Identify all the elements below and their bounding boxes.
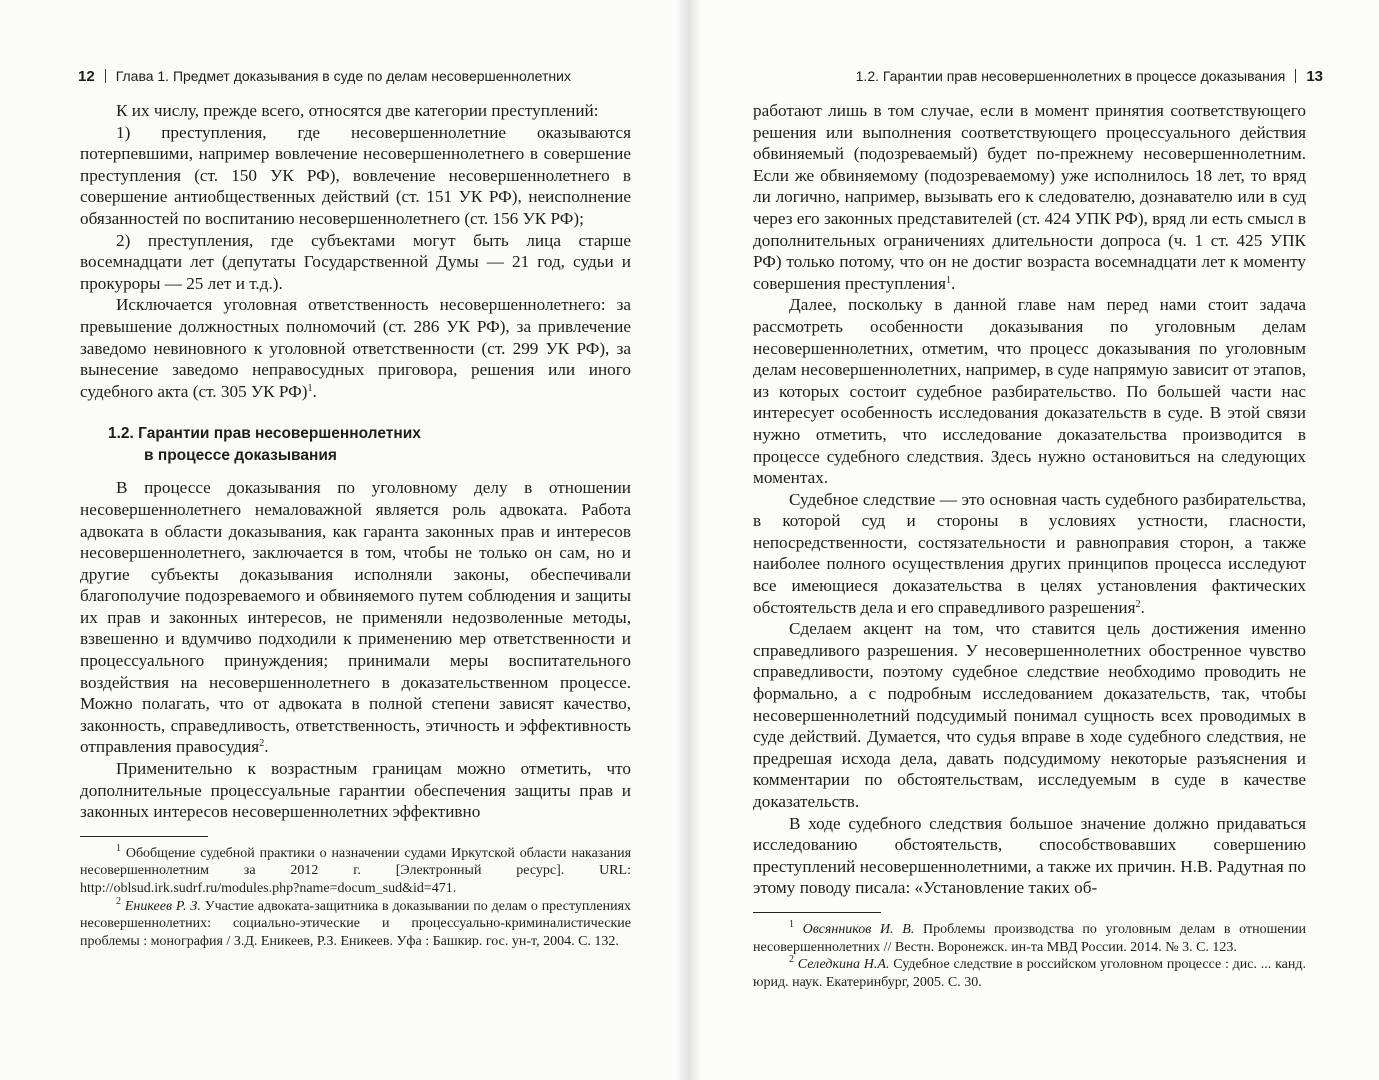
footnote bbox=[753, 918, 1307, 956]
paragraph: Судебное следствие — это основная часть судебного разбирательства, в которой суд и стороны в условиях устности, гласности, непосредственности, состязательности и равноправия сторон, а также наиболее полного осуществления других принципов процесса исследуют все имеющиеся доказательства в целях установления фактических обстоятельств дела и его справедливого разрешения$^2$. bbox=[753, 489, 1306, 617]
paragraph: Исключается уголовная ответственность несовершеннолетнего: за превышение должностных полномочий (ст. 286 УК РФ), за привлечение заведомо невиновного к уголовной ответственности (ст. 299 УК РФ), за вынесение заведомо неправосудных приговора, решения или иного судебного акта (ст. 305 УК РФ)$^1$. bbox=[80, 295, 631, 401]
paragraph-text: Судебное следствие — это основная часть судебного разбирательства, в которой суд и стороны в условиях устности, гласности, непосредственности, состязательности и равноправия сторон, а также наиболее полного осуществления других принципов процесса исследуют все имеющиеся доказательства в целях установления фактических обстоятельств дела и его справедливого разрешения bbox=[753, 489, 1306, 617]
page-number: 13 bbox=[1306, 68, 1323, 85]
footnote-ref: 1 bbox=[945, 274, 951, 286]
footnote-text: Судебное следствие в российском уголовном процессе : дис. ... канд. юрид. наук. Екатеринбург, 2005. С. 30. bbox=[753, 957, 1306, 990]
footnote-ref: 1 bbox=[307, 382, 313, 394]
paragraph: К их числу, прежде всего, относятся две категории преступлений: bbox=[116, 101, 599, 120]
book-gutter-shadow bbox=[676, 0, 702, 1080]
footnote-rule bbox=[80, 836, 208, 837]
paragraph: Применительно к возрастным границам можно отметить, что дополнительные процессуальные гарантии обеспечения защиты прав и законных интересов несовершеннолетних эффективно bbox=[80, 759, 631, 822]
running-head-left bbox=[78, 66, 571, 87]
section-heading bbox=[108, 423, 631, 467]
paragraph-text: В процессе доказывания по уголовному делу в отношении несовершеннолетнего немаловажной является роль адвоката. Работа адвоката в области доказывания, как гаранта законных прав и интересов несовершеннолетнего, заключается в том, чтобы не только он сам, но и другие субъекты доказывания исполняли законы, обеспечивали благополучие подозреваемого и обвиняемого путем соблюдения и защиты их прав и законных интересов, не применяли недозволенные методы, взвешенно и вдумчиво подходили к применению мер ответственности и процессуального принуждения; принимали меры воспитательного воздействия на несовершеннолетнего в доказательственном процессе. Можно полагать, что от адвоката в полной степени зависят качество, законность, справедливость, ответственность, этичность и эффективность отправления правосудия bbox=[80, 478, 631, 757]
header-separator bbox=[105, 69, 106, 83]
section-heading-line2: в процессе доказывания bbox=[144, 447, 337, 465]
paragraph: Сделаем акцент на том, что ставится цель достижения именно справедливого разрешения. У несовершеннолетних обостренное чувство справедливости, поэтому судебное следствие необходимо проводить не формально, а с подробным исследованием доказательств, так, чтобы несовершеннолетний подсудимый понимал сущность всех проводимых в суде действий. Думается, что судья вправе в ходе судебного следствия, не предрешая исхода дела, давать подсудимому некоторые разъяснения и комментарии по обстоятельствам, исследуемым в суде в качестве доказательств. bbox=[753, 619, 1306, 811]
page-number: 12 bbox=[78, 68, 95, 85]
paragraph-text: работают лишь в том случае, если в момент принятия соответствующего решения или выполнения соответствующего процессуального действия обвиняемый (подозреваемый) будет по-прежнему несовершеннолетним. Если же обвиняемому (подозреваемому) уже исполнилось 18 лет, то вряд ли логично, например, вызывать его к следователю, дознавателю или в суд через его законных представителей (ст. 424 УПК РФ), вряд ли есть смысл в дополнительных ограничениях длительности допроса (ч. 1 ст. 425 УПК РФ) только потому, что он не достиг возраста восемнадцати лет к моменту совершения преступления bbox=[753, 101, 1306, 293]
paragraph: 2) преступления, где субъектами могут быть лица старше восемнадцати лет (депутаты Государственной Думы — 21 год, судьи и прокуроры — 25 лет и т.д.). bbox=[80, 230, 631, 293]
footnote-number: 2 bbox=[116, 895, 121, 907]
right-page bbox=[689, 0, 1379, 1080]
footnote-author: Овсянников И. В. bbox=[802, 921, 915, 937]
paragraph: В процессе доказывания по уголовному делу в отношении несовершеннолетнего немаловажной является роль адвоката. Работа адвоката в области доказывания, как гаранта законных прав и интересов несовершеннолетнего, заключается в том, чтобы не только он сам, но и другие субъекты доказывания исполняли законы, обеспечивали благополучие подозреваемого и обвиняемого путем соблюдения и защиты их прав и законных интересов, не применяли недозволенные методы, взвешенно и вдумчиво подходили к применению мер ответственности и процессуального принуждения; принимали меры воспитательного воздействия на несовершеннолетнего в доказательственном процессе. Можно полагать, что от адвоката в полной степени зависят качество, законность, справедливость, ответственность, этичность и эффективность отправления правосудия$^2$. bbox=[80, 478, 631, 757]
section-heading-line1: 1.2. Гарантии прав несовершеннолетних bbox=[108, 425, 421, 443]
footnote-author: Еникеев Р. З. bbox=[124, 898, 201, 914]
footnote-number: 1 bbox=[116, 842, 121, 854]
footnote-ref: 2 bbox=[259, 738, 265, 750]
footnote-text: Участие адвоката-защитника в доказывании по делам о преступлениях несовершеннолетних: социально-этические и процессуально-криминалистические проблемы : монография / З.Д. Еникеев, Р.З. Еникеев. Уфа : Башкир. гос. ун-т, 2004. С. 132. bbox=[80, 898, 632, 949]
footnote-text: Проблемы производства по уголовным делам в отношении несовершеннолетних // Вестн. Воронежск. ин-та МВД России. 2014. № 3. С. 123. bbox=[753, 921, 1307, 955]
footnote bbox=[753, 956, 1306, 991]
footnote-author: Селедкина Н.А. bbox=[797, 957, 890, 973]
footnote bbox=[80, 842, 632, 898]
section-title: 1.2. Гарантии прав несовершеннолетних в процессе доказывания bbox=[855, 68, 1286, 84]
header-separator bbox=[1295, 69, 1296, 83]
paragraph: В ходе судебного следствия большое значение должно придаваться исследованию обстоятельств, способствовавших совершению преступлений несовершеннолетними, а также их причин. Н.В. Радутная по этому поводу писала: «Установление таких об- bbox=[753, 813, 1306, 898]
paragraph: Далее, поскольку в данной главе нам перед нами стоит задача рассмотреть особенности доказывания по уголовным делам несовершеннолетних, отметим, что процесс доказывания по уголовным делам несовершеннолетних, например, в суде напрямую зависит от этапов, из которых состоит судебное разбирательство. По большей части нас интересует особенность исследования доказательств в суде. В этой связи нужно отметить, что исследование доказательства производится в процессе судебного следствия. Здесь нужно остановиться на следующих моментах. bbox=[753, 295, 1306, 488]
footnote-ref: 2 bbox=[1135, 598, 1141, 610]
left-page bbox=[0, 0, 689, 1080]
footnote-rule bbox=[753, 912, 881, 913]
footnote-number: 2 bbox=[789, 954, 794, 966]
footnote-text: Обобщение судебной практики о назначении судами Иркутской области наказания несовершеннолетним за 2012 г. [Электронный ресурс]. URL: http://oblsud.irk.sudrf.ru/modules.php?name=docum_sud&id=471. bbox=[80, 845, 632, 896]
paragraph: 1) преступления, где несовершеннолетние оказываются потерпевшими, например вовлечение несовершеннолетнего в совершение преступления (ст. 150 УК РФ), вовлечение несовершеннолетнего в совершение антиобщественных действий (ст. 151 УК РФ), неисполнение обязанностей по воспитанию несовершеннолетнего (ст. 156 УК РФ); bbox=[80, 122, 631, 228]
paragraph: работают лишь в том случае, если в момент принятия соответствующего решения или выполнения соответствующего процессуального действия обвиняемый (подозреваемый) будет по-прежнему несовершеннолетним. Если же обвиняемому (подозреваемому) уже исполнилось 18 лет, то вряд ли логично, например, вызывать его к следователю, дознавателю или в суд через его законных представителей (ст. 424 УПК РФ), вряд ли есть смысл в дополнительных ограничениях длительности допроса (ч. 1 ст. 425 УПК РФ) только потому, что он не достиг возраста восемнадцати лет к моменту совершения преступления$^1$. bbox=[753, 101, 1306, 293]
footnote bbox=[80, 895, 632, 951]
footnote-number: 1 bbox=[789, 918, 794, 930]
paragraph-text: Исключается уголовная ответственность несовершеннолетнего: за превышение должностных полномочий (ст. 286 УК РФ), за привлечение заведомо невиновного к уголовной ответственности (ст. 299 УК РФ), за вынесение заведомо неправосудных приговора, решения или иного судебного акта (ст. 305 УК РФ) bbox=[80, 295, 631, 401]
body-text-left bbox=[80, 100, 631, 950]
running-head-right bbox=[856, 66, 1323, 87]
chapter-title: Глава 1. Предмет доказывания в суде по делам несовершеннолетних bbox=[115, 68, 571, 84]
body-text-right bbox=[753, 100, 1306, 991]
